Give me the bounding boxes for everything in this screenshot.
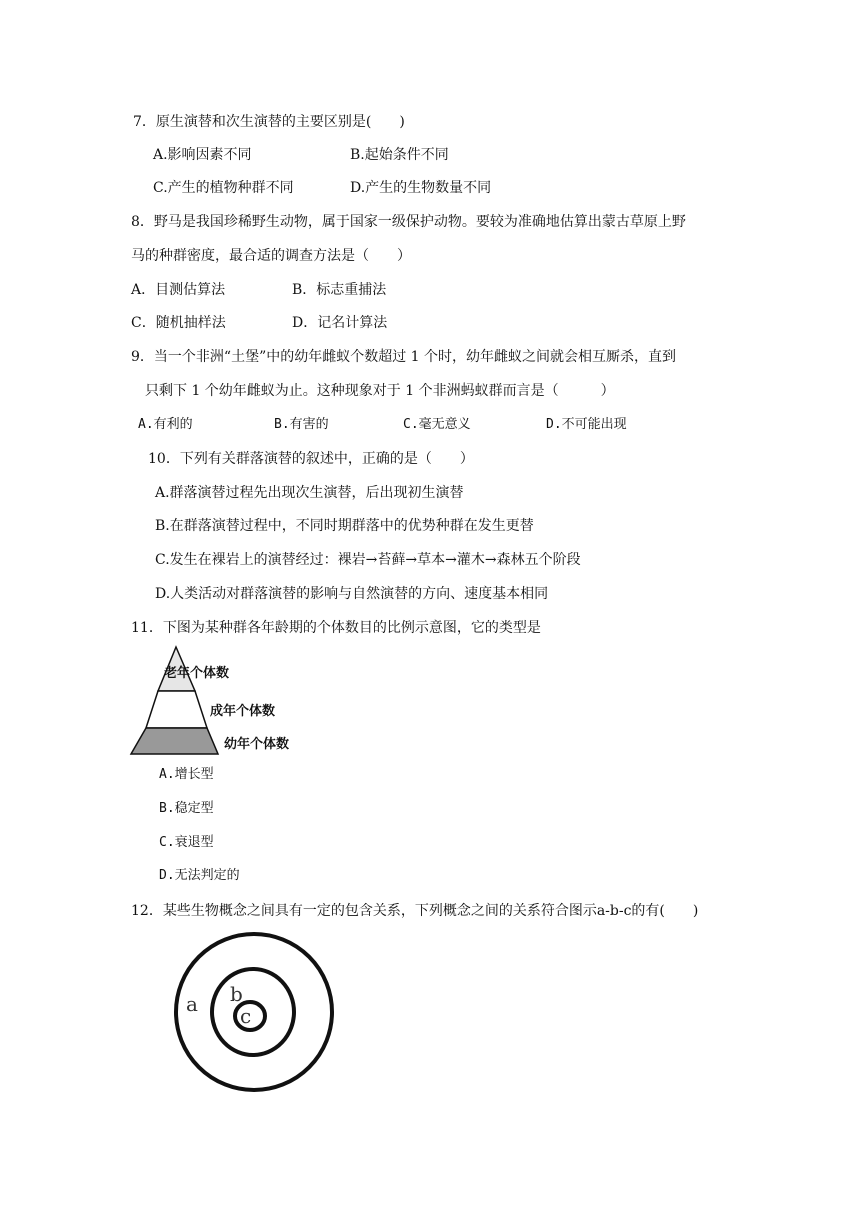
pyramid-label-old: 老年个体数 [164, 666, 230, 681]
circle-a [176, 934, 332, 1090]
q7-option-d: D.产生的生物数量不同 [350, 180, 492, 196]
q8-option-b: B．标志重捕法 [292, 282, 387, 298]
q10-stem: 10．下列有关群落演替的叙述中，正确的是（ ） [148, 451, 474, 467]
nested-circles-figure [170, 930, 340, 1100]
q7-option-c: C.产生的植物种群不同 [153, 180, 294, 196]
pyramid-adult-section [146, 691, 207, 728]
q8-stem-line1: 8．野马是我国珍稀野生动物，属于国家一级保护动物。要较为准确地估算出蒙古草原上野 [131, 214, 686, 230]
q7-option-a: A.影响因素不同 [153, 147, 252, 163]
age-pyramid-figure [128, 644, 308, 758]
q8-option-d: D．记名计算法 [292, 315, 388, 331]
circle-label-a: a [186, 992, 198, 1016]
circle-b [212, 969, 294, 1055]
circle-label-b: b [230, 982, 243, 1006]
q9-stem-line2: 只剩下 1 个幼年雌蚁为止。这种现象对于 1 个非洲蚂蚁群而言是（ ） [145, 383, 615, 399]
q10-option-a: A.群落演替过程先出现次生演替，后出现初生演替 [155, 485, 464, 501]
q9-option-b: B.有害的 [274, 417, 329, 432]
q10-option-b: B.在群落演替过程中，不同时期群落中的优势种群在发生更替 [155, 518, 534, 534]
q9-option-a: A.有利的 [138, 417, 193, 432]
q11-stem: 11．下图为某种群各年龄期的个体数目的比例示意图，它的类型是 [131, 620, 541, 636]
q9-option-c: C.毫无意义 [403, 417, 471, 432]
q7-option-b: B.起始条件不同 [350, 147, 449, 163]
q7-stem: 7．原生演替和次生演替的主要区别是( ) [133, 114, 405, 130]
age-pyramid-diagram [128, 644, 220, 756]
q11-option-c: C.衰退型 [159, 835, 214, 850]
circle-label-c: c [240, 1004, 252, 1028]
q8-option-a: A．目测估算法 [131, 282, 226, 298]
q12-stem: 12．某些生物概念之间具有一定的包含关系，下列概念之间的关系符合图示a-b-c的有( ) [131, 903, 699, 919]
q10-option-c: C.发生在裸岩上的演替经过：裸岩→苔藓→草本→灌木→森林五个阶段 [155, 552, 581, 568]
q11-option-d: D.无法判定的 [159, 868, 240, 883]
q9-stem-line1: 9．当一个非洲“土堡”中的幼年雌蚁个数超过 1 个时，幼年雌蚁之间就会相互厮杀，直到 [131, 349, 677, 365]
pyramid-label-young: 幼年个体数 [224, 737, 290, 752]
q10-option-d: D.人类活动对群落演替的影响与自然演替的方向、速度基本相同 [155, 586, 549, 602]
q11-option-b: B.稳定型 [159, 801, 214, 816]
q9-option-d: D.不可能出现 [546, 417, 627, 432]
q8-stem-line2: 马的种群密度，最合适的调查方法是（ ） [131, 248, 411, 264]
q11-option-a: A.增长型 [159, 767, 214, 782]
q8-option-c: C．随机抽样法 [131, 315, 226, 331]
pyramid-young-section [131, 728, 218, 754]
pyramid-label-adult: 成年个体数 [210, 704, 276, 719]
